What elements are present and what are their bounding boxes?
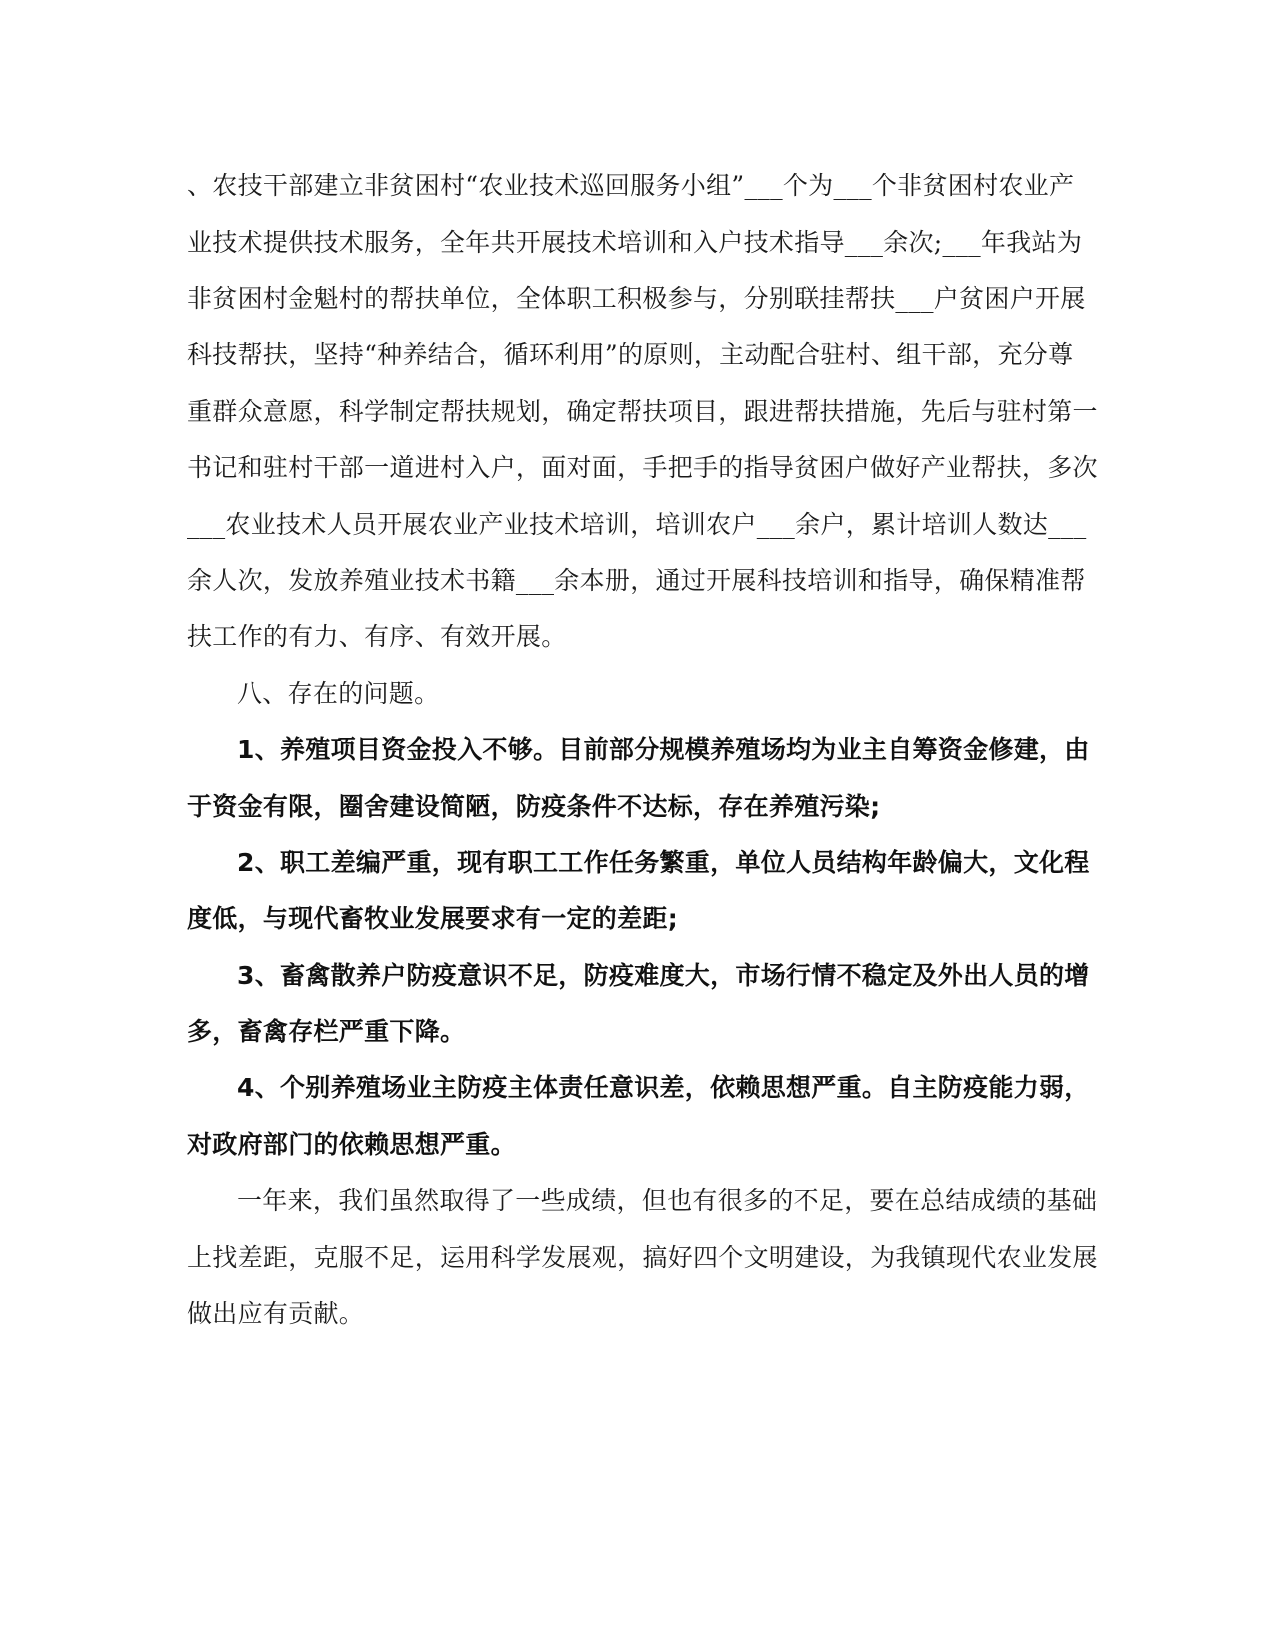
problem-item-2-cont: 度低，与现代畜牧业发展要求有一定的差距; — [187, 904, 678, 933]
paragraph-line: 书记和驻村干部一道进村入户，面对面，手把手的指导贫困户做好产业帮扶，多次 — [187, 453, 1098, 482]
problem-item-4: 4、个别养殖场业主防疫主体责任意识差，依赖思想严重。自主防疫能力弱， — [237, 1073, 1090, 1102]
conclusion-line: 一年来，我们虽然取得了一些成绩，但也有很多的不足，要在总结成绩的基础 — [237, 1186, 1098, 1215]
problem-item-2: 2、职工差编严重，现有职工工作任务繁重，单位人员结构年龄偏大，文化程 — [237, 848, 1090, 877]
problem-item-4-cont: 对政府部门的依赖思想严重。 — [187, 1130, 516, 1159]
paragraph-line: 业技术提供技术服务，全年共开展技术培训和入户技术指导___余次;___年我站为 — [187, 228, 1083, 257]
problem-item-1: 1、养殖项目资金投入不够。目前部分规模养殖场均为业主自筹资金修建，由 — [237, 735, 1090, 764]
problem-item-3: 3、畜禽散养户防疫意识不足，防疫难度大，市场行情不稳定及外出人员的增 — [237, 961, 1090, 990]
paragraph-line: 余人次，发放养殖业技术书籍___余本册，通过开展科技培训和指导，确保精准帮 — [187, 566, 1086, 595]
paragraph-line: 非贫困村金魁村的帮扶单位，全体职工积极参与，分别联挂帮扶___户贫困户开展 — [187, 284, 1086, 313]
paragraph-line: ___农业技术人员开展农业产业技术培训，培训农户___余户，累计培训人数达___ — [187, 510, 1087, 539]
problem-item-3-cont: 多，畜禽存栏严重下降。 — [187, 1017, 466, 1046]
conclusion-line: 做出应有贡献。 — [187, 1299, 365, 1328]
paragraph-line: 重群众意愿，科学制定帮扶规划，确定帮扶项目，跟进帮扶措施，先后与驻村第一 — [187, 397, 1098, 426]
paragraph-line: 、农技干部建立非贫困村“农业技术巡回服务小组”___个为___个非贫困村农业产 — [187, 171, 1075, 200]
section-heading: 八、存在的问题。 — [237, 679, 440, 708]
problem-item-1-cont: 于资金有限，圈舍建设简陋，防疫条件不达标，存在养殖污染; — [187, 792, 881, 821]
paragraph-line: 扶工作的有力、有序、有效开展。 — [187, 622, 567, 651]
paragraph-line: 科技帮扶，坚持“种养结合，循环利用”的原则，主动配合驻村、组干部，充分尊 — [187, 340, 1074, 369]
conclusion-line: 上找差距，克服不足，运用科学发展观，搞好四个文明建设，为我镇现代农业发展 — [187, 1243, 1098, 1272]
